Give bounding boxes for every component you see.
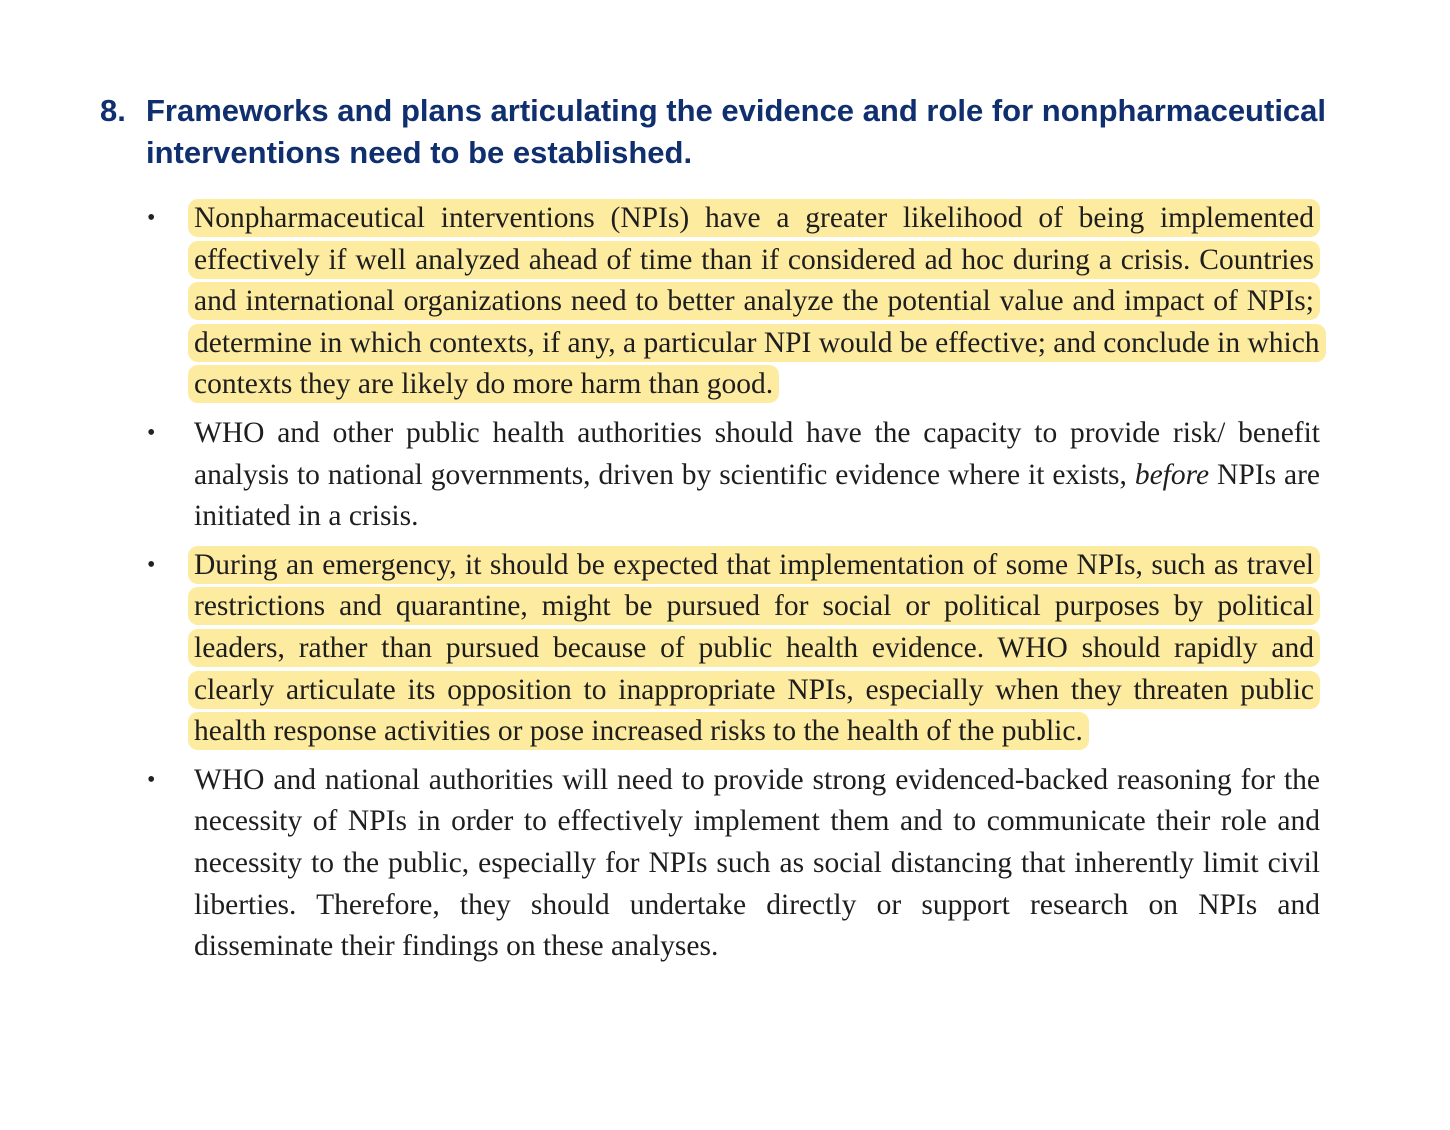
section-number: 8. — [100, 93, 126, 128]
italic-text: before — [1134, 458, 1210, 491]
recommendation-list — [140, 198, 1320, 975]
highlighted-text: Nonpharmaceutical interventions (NPIs) have a greater likelihood of being implemented effectively if well analyzed ahead of time than if considered ad hoc during a crisis. Countries and international organizations need to better analyze the potential value and impact of NPIs; determine in which contexts, if any, a particular NPI would be effective; and conclude in which contexts they are likely do more harm than good. — [188, 199, 1326, 403]
bullet-icon: • — [147, 766, 156, 793]
text-segment: NPIs are initiated in a crisis. — [194, 458, 1320, 533]
bullet-text-highlighted — [194, 545, 1320, 753]
section-heading — [100, 90, 1330, 174]
bullet-icon: • — [147, 205, 156, 231]
list-item — [140, 760, 1320, 968]
text-segment: WHO and other public health authorities should have the capacity to provide risk/ benefit analysis to national governments, driven by scientific evidence where it exists, — [194, 416, 1320, 491]
list-item — [140, 413, 1320, 538]
bullet-text-highlighted — [194, 198, 1320, 406]
list-item — [140, 545, 1320, 753]
section-title: Frameworks and plans articulating the evidence and role for nonpharmaceutical interventions need to be established. — [146, 93, 1327, 170]
bullet-text — [194, 413, 1320, 538]
bullet-icon: • — [147, 419, 156, 446]
highlighted-text: During an emergency, it should be expected that implementation of some NPIs, such as travel restrictions and quarantine, might be pursued for social or political purposes by political leaders, rather than pursued because of public health evidence. WHO should rapidly and clearly articulate its opposition to inappropriate NPIs, especially when they threaten public health response activities or pose increased risks to the health of the public. — [188, 546, 1320, 750]
list-item — [140, 198, 1320, 406]
bullet-icon: • — [147, 551, 156, 578]
bullet-text: WHO and national authorities will need to provide strong evidenced-backed reasoning for the necessity of NPIs in order to effectively implement them and to communicate their role and necessity to the public, especially for NPIs such as social distancing that inherently limit civil liberties. Therefore, they should undertake directly or support research on NPIs and disseminate their findings on these analyses. — [194, 763, 1320, 963]
